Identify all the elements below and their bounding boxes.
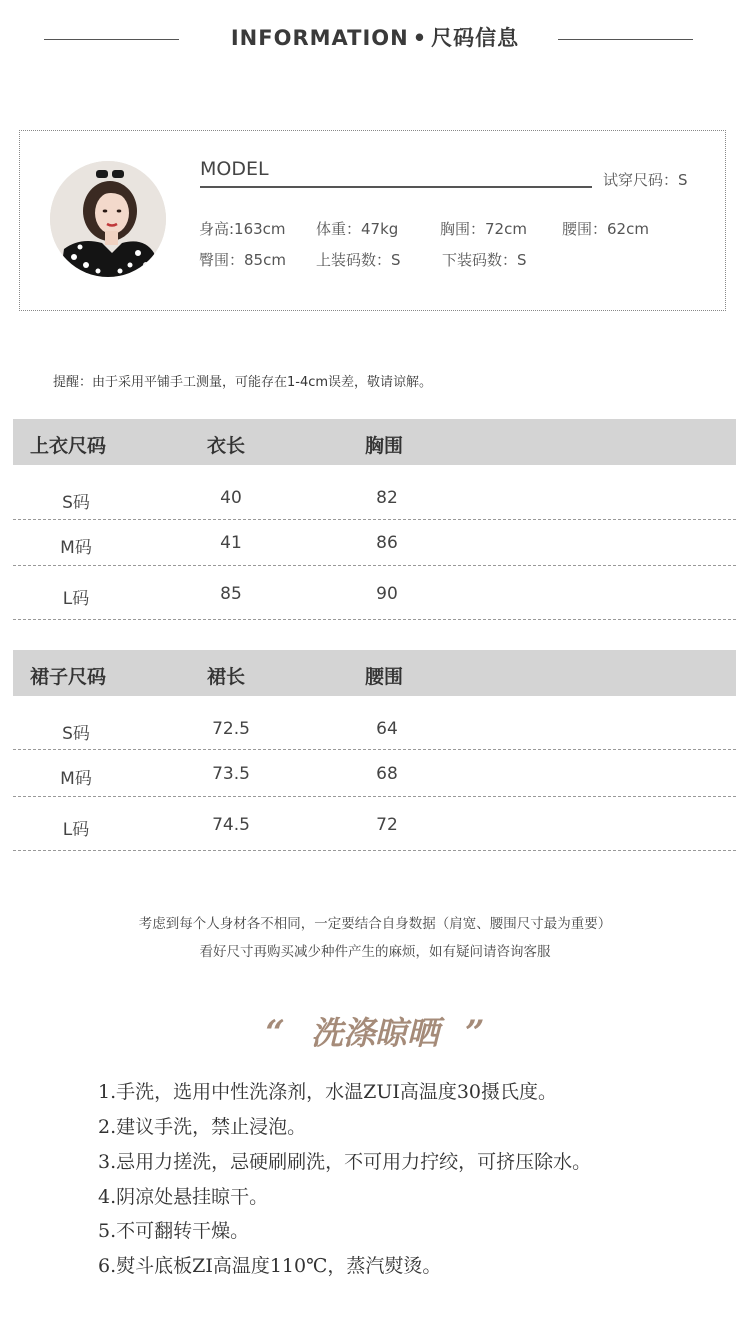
care-instruction: 4.阴凉处悬挂晾干。 [98, 1186, 269, 1208]
title-en: INFORMATION [230, 26, 409, 50]
table-cell: 72 [376, 815, 398, 835]
stat-hip: 臀围：85cm [199, 251, 286, 269]
table-cell: 74.5 [212, 815, 250, 835]
stat-height: 身高:163cm [199, 220, 286, 238]
table-cell: L码 [62, 820, 90, 840]
washing-title [0, 1008, 750, 1054]
row-divider [13, 796, 736, 797]
table-cell: 85 [220, 584, 242, 604]
care-instruction: 2.建议手洗，禁止浸泡。 [98, 1116, 307, 1138]
table-cell: L码 [62, 589, 90, 609]
row-divider [13, 749, 736, 750]
table-cell: 64 [376, 719, 398, 739]
row-divider [13, 519, 736, 520]
care-instruction: 1.手洗，选用中性洗涤剂，水温ZUI高温度30摄氏度。 [98, 1081, 558, 1103]
skirt-header-size: 裙子尺码 [30, 666, 107, 688]
table-cell: 86 [376, 533, 398, 553]
care-instruction: 3.忌用力搓洗，忌硬刷刷洗，不可用力拧绞，可挤压除水。 [98, 1151, 592, 1173]
table-cell: M码 [60, 538, 92, 558]
care-instruction: 5.不可翻转干燥。 [98, 1220, 250, 1242]
stat-bust: 胸围：72cm [440, 220, 527, 238]
row-divider [13, 565, 736, 566]
model-label-underline [200, 186, 592, 188]
model-tried-size: 试穿尺码：S [603, 171, 688, 189]
table-cell: 82 [376, 488, 398, 508]
washing-title-text: 洗涤晾晒 [310, 1014, 439, 1052]
measurement-note: 提醒：由于采用平铺手工测量，可能存在1-4cm误差，敬请谅解。 [53, 375, 433, 390]
table-cell: 72.5 [212, 719, 250, 739]
title-cn: 尺码信息 [431, 26, 520, 50]
table-cell: M码 [60, 769, 92, 789]
stat-weight: 体重：47kg [316, 220, 399, 238]
model-avatar [50, 161, 166, 277]
skirt-table-header [13, 650, 736, 696]
tops-header-length: 衣长 [207, 435, 246, 457]
care-instruction: 6.熨斗底板ZI高温度110℃，蒸汽熨烫。 [98, 1255, 442, 1277]
advice-line-1: 考虑到每个人身材各不相同，一定要结合自身数据（肩宽、腰围尺寸最为重要） [138, 916, 612, 932]
table-cell: 90 [376, 584, 398, 604]
advice-line-2: 看好尺寸再购买减少种件产生的麻烦，如有疑问请咨询客服 [199, 944, 551, 960]
skirt-header-length: 裙长 [207, 666, 246, 688]
table-cell: 73.5 [212, 764, 250, 784]
stat-bottom-size: 下装码数：S [442, 251, 527, 269]
table-cell: S码 [62, 493, 90, 513]
tops-header-bust: 胸围 [365, 435, 404, 457]
table-cell: 68 [376, 764, 398, 784]
page-title [0, 22, 750, 52]
skirt-header-waist: 腰围 [365, 666, 404, 688]
close-quote: ” [465, 1013, 485, 1053]
open-quote: “ [265, 1013, 285, 1053]
row-divider [13, 850, 736, 851]
table-cell: 40 [220, 488, 242, 508]
row-divider [13, 619, 736, 620]
tops-table-header [13, 419, 736, 465]
tops-header-size: 上衣尺码 [30, 435, 107, 457]
model-label: MODEL [200, 158, 269, 180]
title-separator: • [412, 26, 428, 50]
table-cell: 41 [220, 533, 242, 553]
stat-top-size: 上装码数：S [316, 251, 401, 269]
table-cell: S码 [62, 724, 90, 744]
stat-waist: 腰围：62cm [562, 220, 649, 238]
